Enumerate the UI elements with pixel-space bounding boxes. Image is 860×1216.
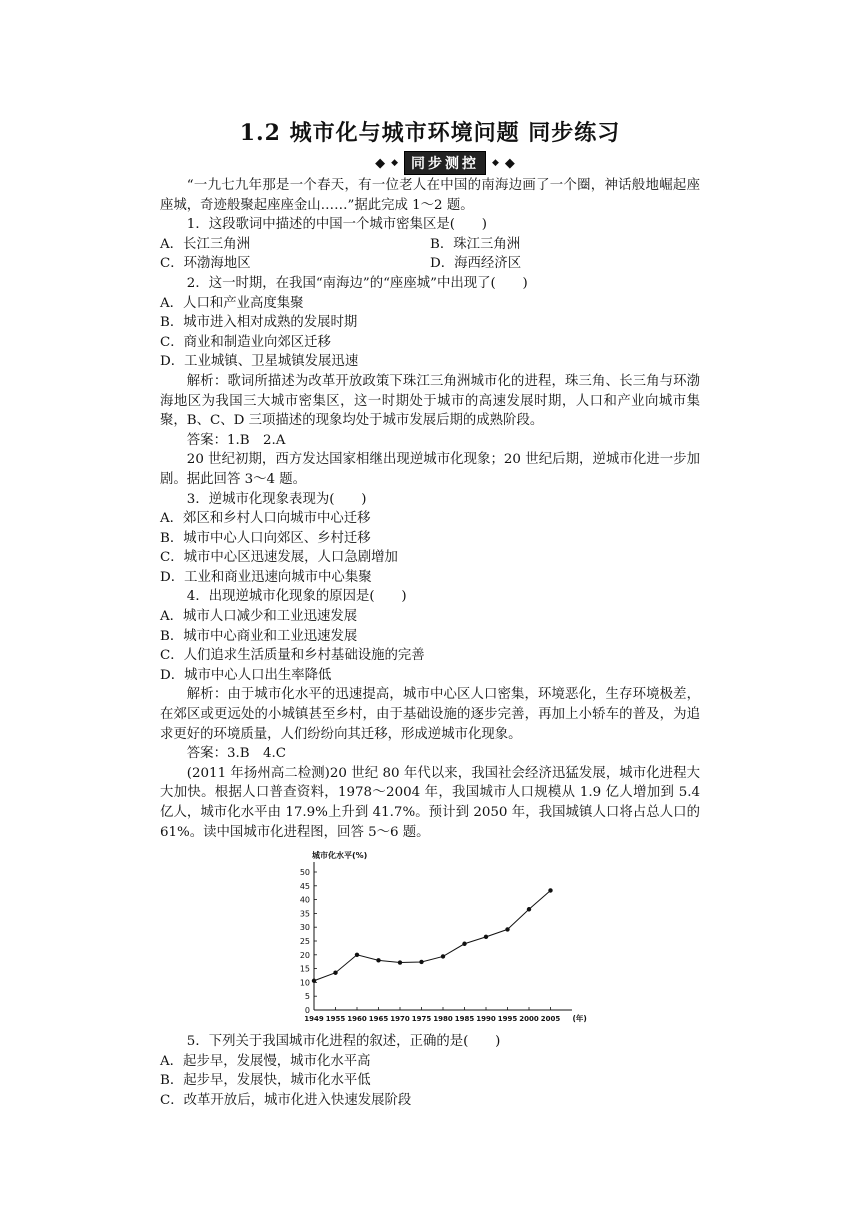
- option: A．城市人口减少和工业迅速发展: [160, 609, 358, 625]
- option: C．商业和制造业向郊区迁移: [160, 334, 331, 350]
- y-tick-label: 35: [299, 909, 310, 919]
- y-tick-label: 10: [299, 978, 310, 988]
- document-body: [160, 176, 700, 1111]
- y-tick-label: 0: [304, 1006, 310, 1016]
- data-point: [484, 935, 488, 939]
- data-point: [548, 888, 552, 892]
- urbanization-chart: [160, 848, 700, 1024]
- y-tick-label: 20: [299, 950, 310, 960]
- option: A．人口和产业高度集聚: [160, 295, 304, 311]
- option: B．起步早，发展快，城市化水平低: [160, 1073, 371, 1089]
- x-tick-label: 1965: [368, 1015, 389, 1024]
- page-title: 1.2 城市化与城市环境问题 同步练习: [239, 120, 621, 146]
- question-1-options-row-2: [160, 254, 700, 274]
- banner-label: 同步测控: [404, 151, 486, 175]
- answer-1: 答案：1.B 2.A: [186, 432, 286, 448]
- option: B．城市进入相对成熟的发展时期: [160, 315, 358, 331]
- data-point: [333, 971, 337, 975]
- x-tick-label: 2000: [519, 1015, 539, 1024]
- data-point: [355, 953, 359, 957]
- diamond-small-left-icon: ◆: [391, 158, 398, 168]
- intro-paragraph-3: (2011 年扬州高二检测)20 世纪 80 年代以来，我国社会经济迅猛发展，城市化进程大大加快。根据人口普查资料，1978～2004 年，我国城市人口规模从 1.9 亿人增加到 5.4 亿人，城市化水平由 17.9%上升到 41.7%。预计到 2050 年，我国城镇人口将占总人口的 61%。读中国城市化进程图，回答 5～6 题。: [160, 765, 700, 840]
- y-tick-label: 30: [299, 923, 310, 933]
- option: A．长江三角洲: [160, 236, 251, 252]
- x-tick-label: 1949: [304, 1015, 324, 1024]
- question-1-stem: 1．这段歌词中描述的中国一个城市密集区是( ): [186, 217, 487, 233]
- option: C．城市中心区迅速发展，人口急剧增加: [160, 550, 398, 566]
- option: D．工业和商业迅速向城市中心集聚: [160, 569, 372, 585]
- x-tick-label: 1960: [347, 1015, 367, 1024]
- analysis-1: 解析：歌词所描述为改革开放政策下珠江三角洲城市化的进程，珠三角、长三角与环渤海地区为我国三大城市密集区，这一时期处于城市的高速发展时期，人口和产业向城市集聚，B、C、D 三项描述的现象均处于城市发展后期的成熟阶段。: [160, 373, 700, 429]
- y-tick-label: 15: [299, 964, 310, 974]
- data-point: [462, 942, 466, 946]
- answer-2: 答案：3.B 4.C: [186, 746, 286, 762]
- x-tick-label: 1995: [497, 1015, 518, 1024]
- x-tick-label: 1985: [454, 1015, 475, 1024]
- option: A．郊区和乡村人口向城市中心迁移: [160, 511, 371, 527]
- option: D．海西经济区: [430, 256, 522, 272]
- diamond-right-icon: ◆: [504, 155, 515, 171]
- x-tick-label: 1975: [411, 1015, 432, 1024]
- series-line: [314, 891, 551, 981]
- data-point: [398, 961, 402, 965]
- x-tick-label: 2005: [540, 1015, 561, 1024]
- data-point: [376, 958, 380, 962]
- option: B．城市中心人口向郊区、乡村迁移: [160, 530, 371, 546]
- y-axis-label: 城市化水平(%): [312, 851, 368, 861]
- question-5-stem: 5．下列关于我国城市化进程的叙述，正确的是( ): [186, 1034, 501, 1050]
- x-tick-label: 1970: [390, 1015, 410, 1024]
- y-tick-label: 5: [304, 992, 310, 1002]
- data-point: [527, 907, 531, 911]
- question-3-stem: 3．逆城市化现象表现为( ): [186, 491, 367, 507]
- question-2-stem: 2．这一时期，在我国“南海边”的“座座城”中出现了( ): [186, 275, 528, 291]
- option: C．环渤海地区: [160, 256, 251, 272]
- data-point: [419, 960, 423, 964]
- option: A．起步早，发展慢，城市化水平高: [160, 1053, 371, 1069]
- section-banner: [352, 152, 538, 174]
- x-tick-label: 1955: [325, 1015, 346, 1024]
- x-axis-label: (年): [572, 1014, 587, 1024]
- diamond-small-right-icon: ◆: [492, 158, 499, 168]
- y-tick-label: 40: [299, 895, 310, 905]
- urbanization-line-chart: [292, 848, 592, 1024]
- x-tick-label: 1980: [433, 1015, 453, 1024]
- y-tick-label: 50: [299, 868, 310, 878]
- question-1-options-row-1: [160, 235, 700, 255]
- option: D．工业城镇、卫星城镇发展迅速: [160, 354, 359, 370]
- question-4-stem: 4．出现逆城市化现象的原因是( ): [186, 589, 407, 605]
- data-point: [441, 954, 445, 958]
- y-tick-label: 25: [299, 937, 310, 947]
- option: C．人们追求生活质量和乡村基础设施的完善: [160, 648, 425, 664]
- intro-paragraph-2: 20 世纪初期，西方发达国家相继出现逆城市化现象；20 世纪后期，逆城市化进一步加剧。据此回答 3～4 题。: [160, 452, 700, 487]
- x-tick-label: 1990: [476, 1015, 496, 1024]
- y-tick-label: 45: [299, 881, 310, 891]
- option: C．改革开放后，城市化进入快速发展阶段: [160, 1092, 412, 1108]
- option: D．城市中心人口出生率降低: [160, 667, 332, 683]
- data-point: [312, 979, 316, 983]
- intro-paragraph-1: “一九七九年那是一个春天，有一位老人在中国的南海边画了一个圈，神话般地崛起座座城，奇迹般聚起座座金山……”据此完成 1～2 题。: [160, 178, 700, 213]
- analysis-2: 解析：由于城市化水平的迅速提高，城市中心区人口密集，环境恶化，生存环境极差，在郊区或更远处的小城镇甚至乡村，由于基础设施的逐步完善，再加上小轿车的普及，为追求更好的环境质量，人们纷纷向其迁移，形成逆城市化现象。: [160, 687, 700, 742]
- data-point: [505, 927, 509, 931]
- option: B．城市中心商业和工业迅速发展: [160, 628, 358, 644]
- option: B．珠江三角洲: [430, 236, 521, 252]
- diamond-left-icon: ◆: [375, 155, 386, 171]
